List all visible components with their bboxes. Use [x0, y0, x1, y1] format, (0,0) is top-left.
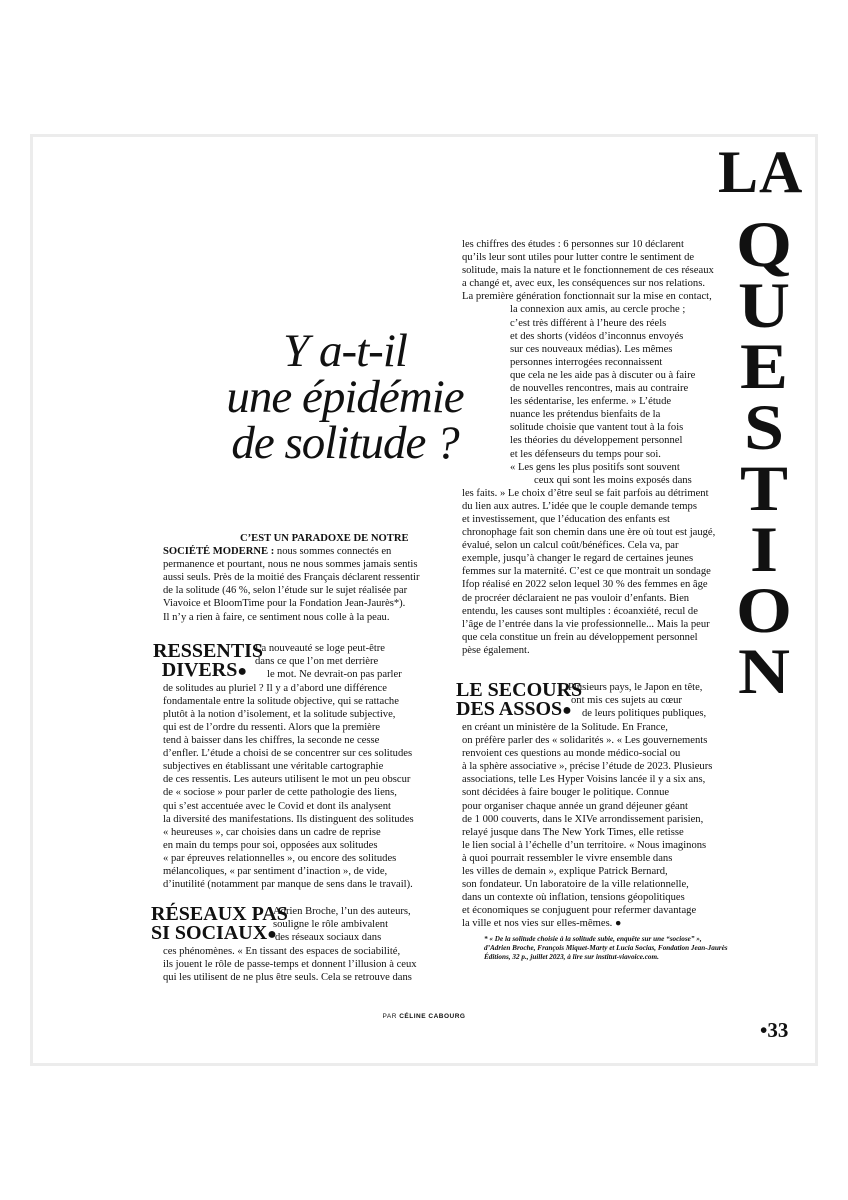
section-reseaux [151, 903, 445, 945]
body-line: mélancoliques, « par sentiment d’inaction », de vide, [163, 865, 388, 877]
body-line: que cela constitue un frein au développement personnel [462, 631, 698, 643]
body-line: d’inutilité (notamment par manque de sens dans le travail). [163, 879, 413, 891]
body-line: a changé et, avec eux, les conséquences sur nos relations. [462, 278, 705, 290]
intro-line: SOCIÉTÉ MODERNE : nous sommes connectés en [163, 546, 392, 558]
title-letter: I [749, 513, 779, 586]
title-letter: T [739, 452, 789, 525]
body-line: solitude, mais la nature et le fonctionnement de ces réseaux [462, 265, 714, 277]
title-letter: Q [735, 208, 792, 281]
body-line: tend à baisser dans les chiffres, la seconde ne cesse [163, 735, 380, 747]
body-line: ils jouent le rôle de passe-temps et donnent l’illusion à ceux [163, 959, 417, 971]
body-line: le lien social à l’échelle d’un territoire. « Nous imaginons [462, 839, 707, 851]
page-number: •33 [760, 1018, 789, 1042]
body-line: du lien aux autres. L’idée que le couple demande temps [462, 500, 697, 512]
body-line: de nouvelles rencontres, mais au contraire [510, 383, 689, 395]
section-side-text: Plusieurs pays, le Japon en tête, ont mis ces sujets au cœur de leurs politiques publiques, [568, 682, 707, 720]
body-line: entendu, les causes sont multiples : écoanxiété, recul de [462, 605, 698, 617]
body-line: de ces ressentis. Les auteurs utilisent le mot un peu obscur [163, 774, 411, 786]
body-line: en créant un ministère de la Solitude. En France, [462, 722, 668, 733]
body-line: les sédentarise, les enferme. » L’étude [510, 396, 672, 408]
footnote: * « De la solitude choisie à la solitude subie, enquête sur une “sociose” », d’Adrien Broche, François Miquet-Marty et Lucia Socias, Fondation Jean-Jaurès Éditions, 32 p., juillet 2023, à lire sur institut-viavoice.com. [484, 934, 728, 961]
body-line: pour organiser chaque année un grand déjeuner géant [462, 800, 689, 812]
body-line: renvoient ces questions au monde médico-social ou [462, 748, 681, 760]
body-line: que cela ne les aide pas à discuter ou à faire [510, 369, 696, 381]
body-line: de « sociose » pour parler de cette pathologie des liens, [163, 787, 397, 799]
bullet-icon: ● [562, 702, 572, 719]
bullet-icon: ● [267, 926, 277, 944]
body-line: qui est de l’ordre du ressenti. Alors que la première [163, 721, 381, 733]
headline-line: une épidémie [226, 371, 464, 423]
body-line: sur ces nouveaux médias). Les mêmes [510, 343, 673, 355]
narrow-text-block [462, 303, 744, 486]
body-line: personnes interrogées reconnaissent [510, 356, 663, 368]
section-heading: RÉSEAUX PAS SI SOCIAUX● [151, 903, 288, 945]
body-line: et investissement, que l’éducation des enfants est [462, 513, 670, 525]
headline-line: Y a-t-il [283, 325, 407, 377]
body-line: évalué, selon un calcul coût/bénéfices. Cela va, par [462, 540, 679, 552]
body-line: La première génération fonctionnait sur la mise en contact, [462, 291, 712, 303]
body-line: de 1 000 couverts, dans le XIVe arrondissement parisien, [462, 813, 704, 825]
intro-lead: C’EST UN PARADOXE DE NOTRE [240, 533, 409, 544]
body-line: ceux qui sont les moins exposés dans [534, 474, 692, 486]
section-side-text: Adrien Broche, l’un des auteurs, souligne le rôle ambivalent des réseaux sociaux dans [273, 906, 411, 944]
column-left [151, 532, 445, 984]
section-secours [456, 679, 744, 721]
body-line: à quoi pourrait ressembler le vivre ensemble dans [462, 852, 673, 864]
body-line: exemple, jusqu’à changer le regard de certaines jeunes [462, 553, 694, 565]
body-line: et économiques se conjuguent pour refermer davantage [462, 905, 697, 917]
bullet-icon: ● [237, 662, 247, 680]
body-line: ces phénomènes. « En tissant des espaces de sociabilité, [163, 946, 401, 958]
body-line: chronophage fait son chemin dans une ère où tout est jaugé, [462, 527, 716, 539]
body-line: son fondateur. Un laboratoire de la ville relationnelle, [462, 879, 689, 891]
title-letter: U [738, 269, 790, 342]
body-line: la diversité des manifestations. Ils distinguent des solitudes [163, 813, 414, 825]
body-line: les villes de demain », explique Patrick Bernard, [462, 866, 668, 878]
body-line: nuance les prétendus bienfaits de la [510, 409, 661, 421]
body-line: et des shorts (vidéos d’inconnus envoyés [510, 330, 684, 342]
body-line: pèse également. [462, 644, 530, 656]
intro-line: permanence et pourtant, nous ne nous sommes jamais sentis [163, 559, 418, 571]
body-line: Ifop réalisé en 2022 selon lequel 30 % des femmes en âge [462, 579, 708, 591]
title-letter: O [735, 574, 792, 647]
intro-line: aussi seuls. Près de la moitié des Français déclarent ressentir [163, 572, 420, 584]
body-line: dans un contexte où inflation, tensions géopolitiques [462, 892, 685, 904]
byline: PAR CÉLINE CABOURG [382, 1013, 466, 1020]
section-heading: LE SECOURS DES ASSOS● [456, 679, 583, 720]
title-letter: E [739, 330, 789, 403]
body-line: fondamentale entre la solitude objective, qui se rattache [163, 695, 399, 707]
title-letter: S [743, 391, 785, 464]
intro-line: Il n’y a rien à faire, ce sentiment nous colle à la peau. [163, 611, 390, 623]
body-line: la connexion aux amis, au cercle proche ; [510, 304, 686, 316]
body-line: les chiffres des études : 6 personnes sur 10 déclarent [462, 239, 684, 250]
body-line: en main du temps pour soi, opposées aux solitudes [163, 839, 378, 851]
body-line: à la sphère associative », précise l’étude de 2023. Plusieurs [462, 761, 713, 773]
body-line: « Les gens les plus positifs sont souvent [510, 461, 680, 473]
section-heading: RESSENTIS DIVERS● [153, 639, 264, 681]
body-line: c’est très différent à l’heure des réels [510, 317, 667, 329]
body-line: solitude choisie que vantent tout à la fois [510, 422, 684, 434]
body-line: sont décidées à faire bouger le politique. Connue [462, 787, 670, 799]
body-line: de procréer déclaraient ne pas vouloir d’enfants. Bien [462, 592, 690, 604]
title-la: LA [718, 139, 804, 205]
section-ressentis [153, 639, 445, 682]
body-line: de solitudes au pluriel ? Il y a d’abord une différence [163, 682, 387, 694]
body-line: « par épreuves relationnelles », ou encore des solitudes [163, 852, 397, 864]
body-line: et les défenseurs du temps pour soi. [510, 448, 661, 460]
body-line: femmes sur la maternité. C’est ce que montrait un sondage [462, 566, 711, 578]
headline [180, 325, 510, 469]
body-line: qui les utilisent de ne plus être seuls. Cela se retrouve dans [163, 972, 412, 984]
body-line: les théories du développement personnel [510, 435, 683, 447]
intro-line: Viavoice et BloomTime pour la Fondation Jean-Jaurès*). [163, 598, 406, 610]
body-line: qu’ils leur sont utiles pour lutter contre le sentiment de [462, 252, 695, 264]
body-line: plutôt à la notion d’isolement, et la solitude subjective, [163, 708, 396, 720]
body-line: on préfère parler des « solidarités ». « Les gouvernements [462, 735, 708, 747]
section-side-text: La nouveauté se loge peut-être dans ce que l’on met derrière le mot. Ne devrait-on pas parler [255, 642, 402, 680]
headline-line: de solitude ? [231, 417, 459, 469]
intro-line: de la solitude (46 %, selon l’étude sur le sujet réalisée par [163, 585, 408, 597]
body-line: subjectives en établissant une véritable cartographie [163, 761, 384, 773]
body-line: la ville et nos vies sur elles-mêmes. ● [462, 918, 622, 930]
body-line: les faits. » Le choix d’être seul se fait parfois au détriment [462, 487, 709, 499]
body-line: relayé jusque dans The New York Times, elle retisse [462, 826, 684, 838]
column-right [456, 238, 744, 962]
body-line: « heureuses », car choisies dans un cadre de reprise [163, 826, 381, 838]
body-line: d’enfler. L’étude a choisi de se concentrer sur ces solitudes [163, 748, 413, 760]
body-line: qui s’est accentuée avec le Covid et dont ils analysent [163, 800, 391, 812]
title-letter: N [738, 635, 790, 708]
body-line: l’âge de l’entrée dans la vie professionnelle... Mais la peur [462, 618, 710, 630]
body-line: associations, telle Les Hyper Voisins lancée il y a six ans, [462, 774, 706, 786]
author-name: CÉLINE CABOURG [399, 1013, 466, 1020]
